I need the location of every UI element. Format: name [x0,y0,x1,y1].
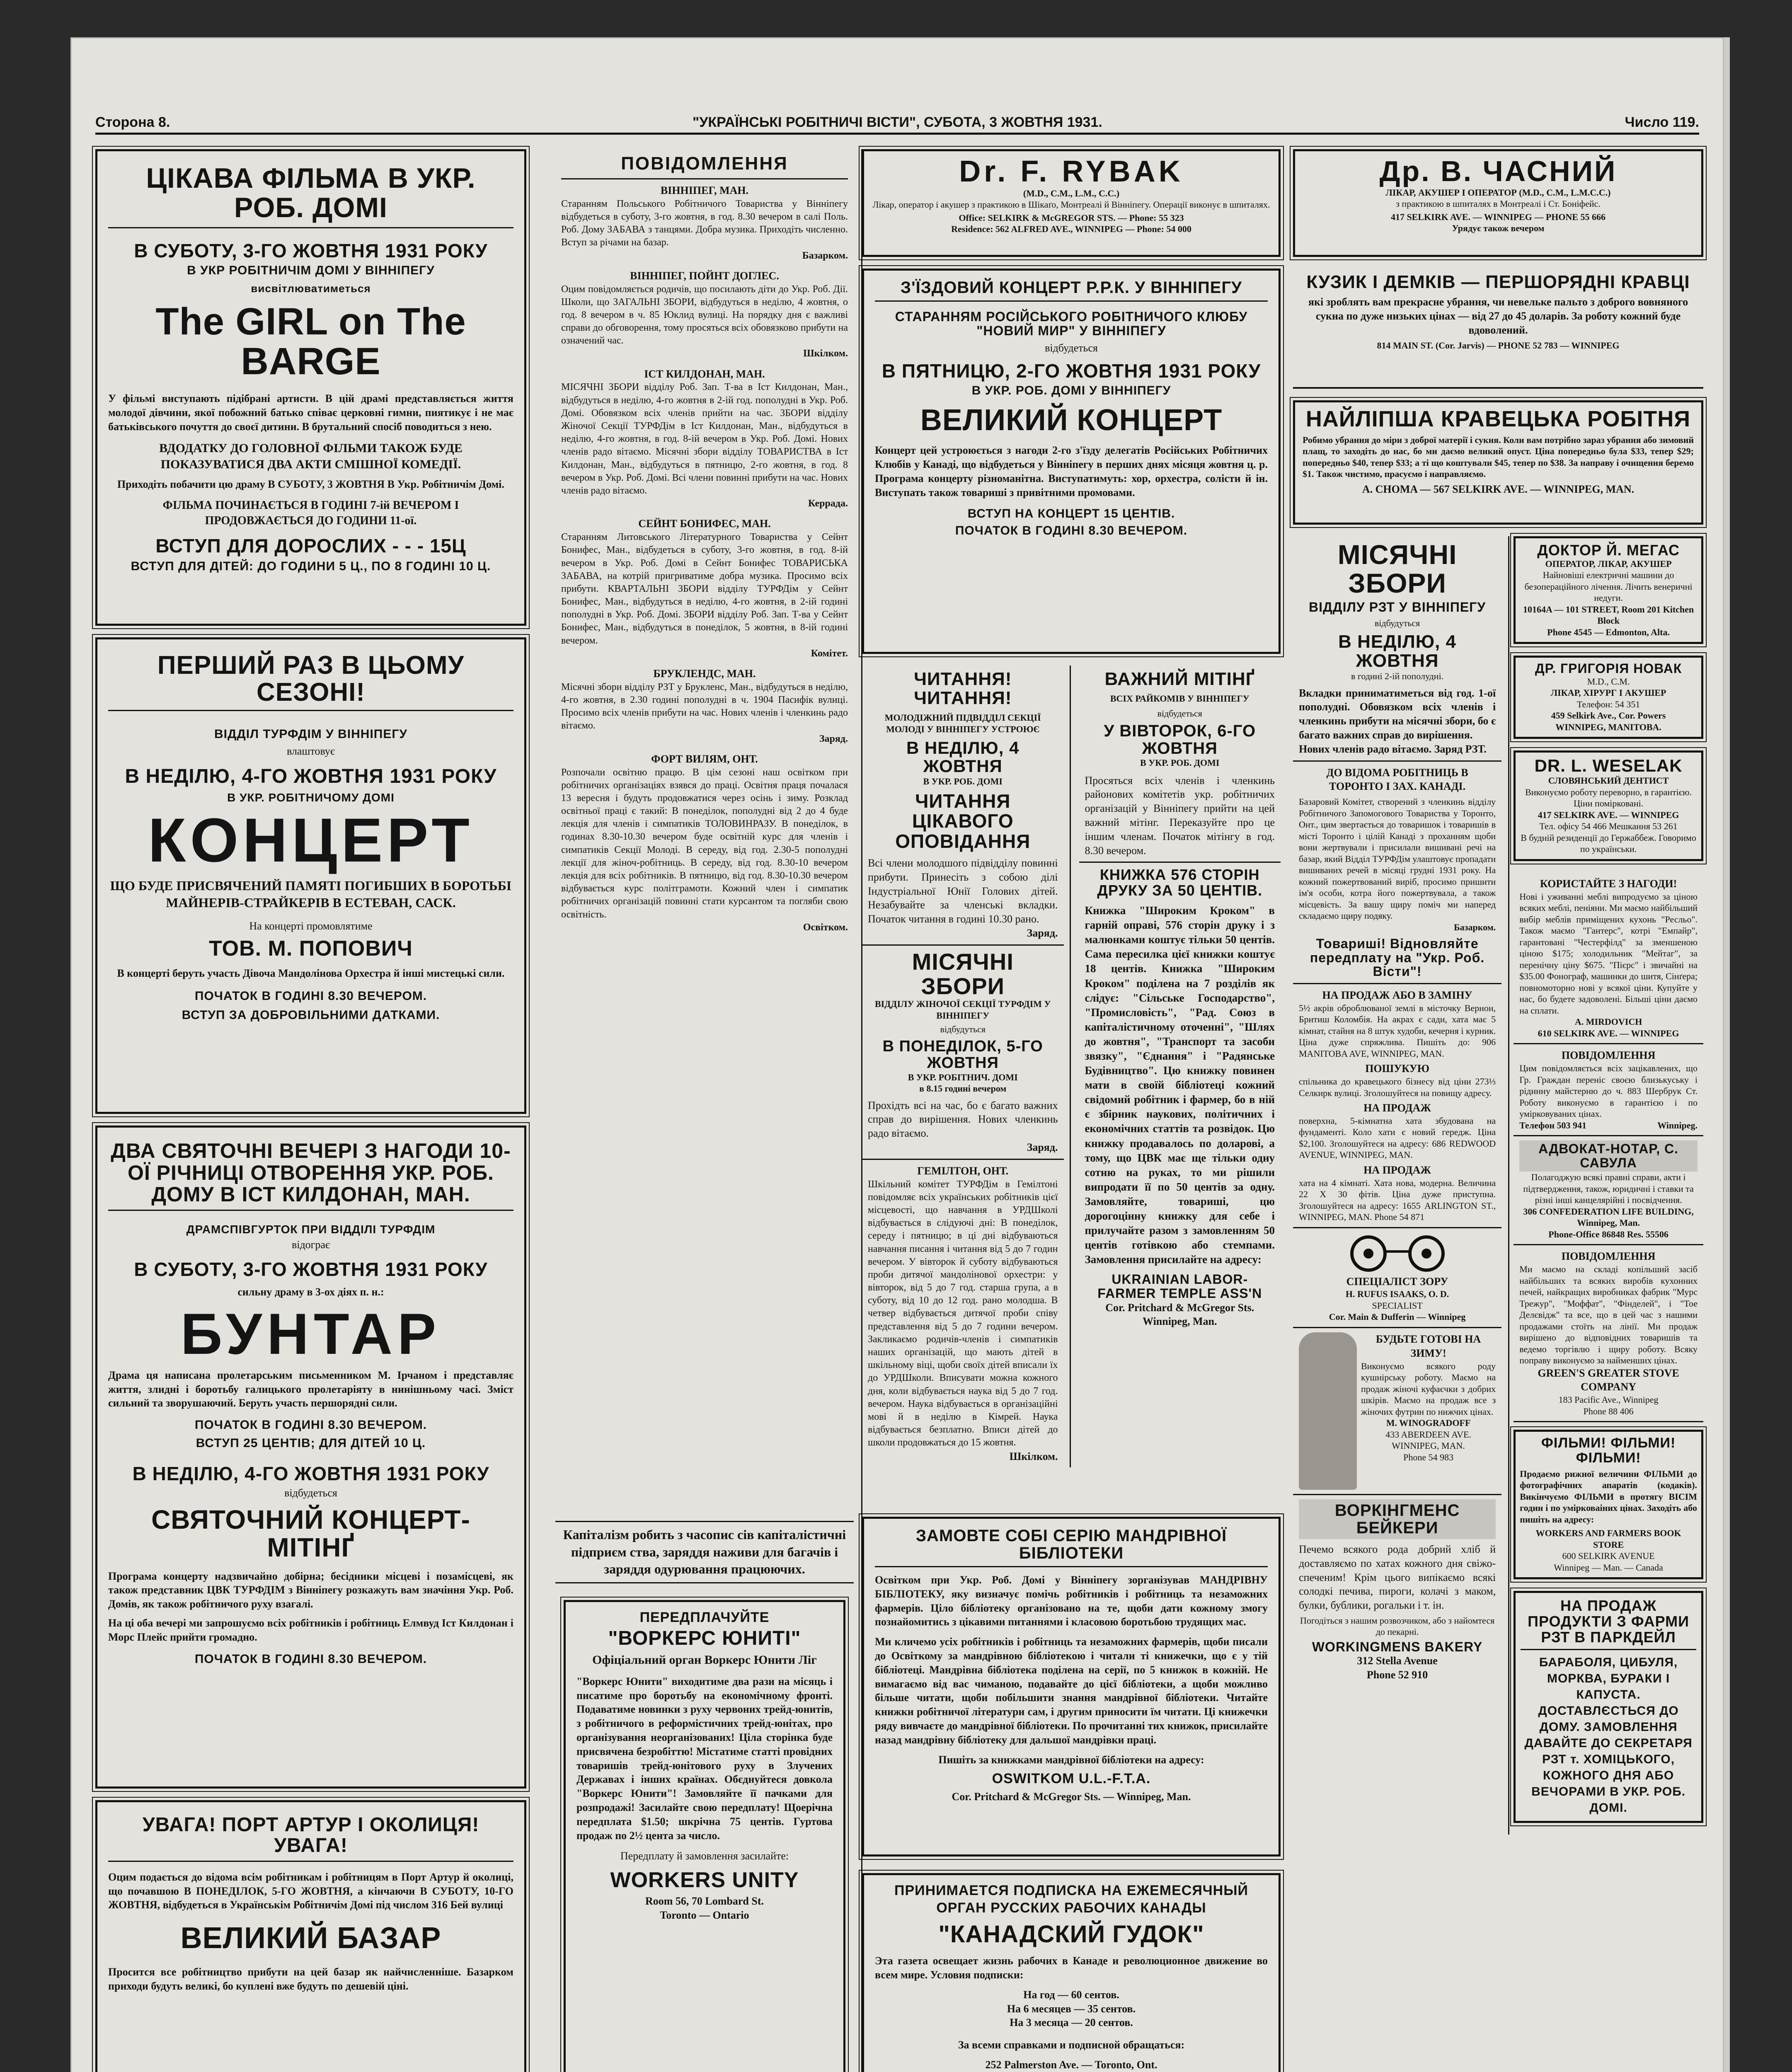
column-3 [862,149,1281,2071]
furniture-heading: КОРИСТАЙТЕ З НАГОДИ! [1540,877,1677,890]
hamilton-heading: ГЕМІЛТОН, ОНТ. [917,1164,1009,1177]
reading-ad [862,666,1064,946]
notice-body: МІСЯЧНІ ЗБОРИ відділу Роб. Зап. Т-ва в Іст Килдонан, Ман., відбудуться в неділю, 4-го жовтня в 2-ій год. пополудні в Укр. Роб. Домі. Обовязком всіх членів прийти на час. ЗБОРИ відділу Жіночої Секції ТУРФДім в Іст Килдонан, Ман., відбудуться в неділю, 4-го жовтня, в год. 8-ій вечером в Укр. Роб. Домі. Нових членів радо вітаємо. Місячні збори відділу ТОВАРИСТВА в Іст Килдонан, Ман., відбудуться в пятницю, 2-го жовтня, в год. 8 вечером в Укр. Роб. Домі. Всі члени повинні прибути на час. Нових членів радо вітаємо. [561,382,848,496]
notices-title: ПОВІДОМЛЕННЯ [621,153,788,174]
wino-addr: 433 ABERDEEN AVE. WINNIPEG, MAN. [1385,1429,1471,1451]
library-p1: Освітком при Укр. Роб. Домі у Вінніпегу зорганізував МАНДРІВНУ БІБЛІОТЕКУ, яку визначує помічь робітників і робітниць та незаможних фармерів. Ціло бібліотеку організовано на те, щоби дати кожному змогу познайомитись з цікавими питаннями і класовою боротьбою трудящих мас. [875,1574,1268,1628]
stove-text: Ми маємо на складі копільший засіб найбільших та всяких виробів кухонних печей, найкращих виробниках фабрик "Мурс Трежур", "Моффат", "Фінделей", і "Тое Делєвідж" та все, що в цей час з нашими продажами стоїть на лінії. Ми продаж вирішено до відповідних товаришів та ведемо торгівлю і щиру роботу. Всяку поправу виконуємо за найменших цінах. [1519,1264,1698,1366]
notice-signature: Шкілком. [803,348,848,359]
wu-sub: Офіціальний орган Воркерс Юнити Ліг [592,1653,817,1667]
women-org: ВІДДІЛУ ЖІНОЧОЇ СЕКЦІЇ ТУРФДІМ У ВІННІПЕГУ [874,999,1051,1021]
important-happens: відбудеться [1157,708,1202,719]
library-p3: Пишіть за книжками мандрівної бібліотеки на адресу: [938,1753,1204,1766]
savula-title: АДВОКАТ-НОТАР, С. САВУЛА [1519,1140,1698,1172]
films-name: WORKERS AND FARMERS BOOK STORE [1535,1528,1681,1550]
rybak-name: Dr. F. RYBAK [959,155,1184,188]
important-text: Просяться всіх членів і членкинь районових комітетів укр. робітничих організацій у Вінніпегу прийти на цей важний мітінг. Переказуйте про це іншим членам. Початок мітінгу в год. 8.30 вечером. [1085,774,1275,857]
wino-text: Виконуємо всякого роду кушнірську роботу. Маємо на продаж жіночі куфаєчки з добрих шкірів. Маємо на продаж все з жіночих футрин по нижчих цінах. [1361,1360,1496,1417]
notices-list [561,184,848,934]
reading-org: МОЛОДІЖНИЙ ПІДВІДДІЛ СЕКЦІЇ МОЛОДІ У ВІННІПЕГУ УСТРОЮЄ [884,712,1041,734]
wu-order: Передплату й замовлення засилайте: [620,1850,789,1862]
megas-phone: Phone 4545 — Edmonton, Alta. [1547,627,1670,637]
rzt-time: в годині 2-ій пополудні. [1351,671,1444,682]
savula-phone: Phone-Office 86848 Res. 55506 [1548,1229,1668,1239]
bazaar-text: Оцим подається до відома всім робітникам і робітницям в Порт Артур й околиці, що почавшою В ПОНЕДІЛОК, 5-ГО ЖОВТНЯ, а кінчаючи В СУБОТУ, 10-ГО ЖОВТНЯ, відбудеться в Українськім Робітничім Домі під числом 316 Бей вулиці [108,1871,513,1911]
column-3-split [862,666,1281,1467]
book-ad [1079,863,1281,1333]
stove-heading: ПОВІДОМЛЕННЯ [1561,1250,1656,1263]
notice-body: Місячні збори відділу РЗТ у Брукленс, Ман., відбудуться в неділю, 4-го жовтня, в 2.30 годині пополудні в ч. 1904 Пасифік вулиці. Просимо всіх членів прибути на час. Нових членів і членкинь радо вітаємо. [561,681,848,731]
running-header [95,112,1699,135]
reading-text: Всі члени молодшого підвідділу повинні прибути. Принесіть з собою ділі Індустріальної Юнії Голових дітей. Незабувайте за членські вкладки. Початок читання в годині 10.30 рано. [868,857,1058,925]
capital-quote [555,1521,854,1583]
rybak-deg: (M.D., C.M., L.M., C.C.) [1023,188,1120,198]
hamilton-notice [862,1160,1064,1468]
weselak-role: СЛОВЯНСЬКИЙ ДЕНТИСТ [1548,775,1669,786]
wu-title: ПЕРЕДПЛАЧУЙТЕ [639,1609,770,1625]
bazaar-title: УВАГА! ПОРТ АРТУР І ОКОЛИЦЯ! УВАГА! [142,1814,479,1857]
concert-big: КОНЦЕРТ [148,805,474,875]
notice-item [561,184,848,262]
women-happens: відбудуться [940,1024,986,1035]
film-name: The GIRL on The BARGE [155,300,466,383]
rybak-res: Residence: 562 ALFRED AVE., WINNIPEG — Phone: 54 000 [951,224,1191,235]
novak-name: ДР. ГРИГОРІЯ НОВАК [1535,661,1682,676]
concert-date: В НЕДІЛЮ, 4-ГО ЖОВТНЯ 1931 РОКУ [125,765,497,788]
page-number: Сторона 8. [95,114,170,130]
reading-title: ЧИТАННЯ! ЧИТАННЯ! [914,669,1012,709]
stove-addr: 183 Pacific Ave., Winnipeg [1558,1394,1659,1405]
gudok-l2: ОРГАН РУССКИХ РАБОЧИХ КАНАДЫ [936,1900,1206,1916]
concert-time: ПОЧАТОК В ГОДИНІ 8.30 ВЕЧЕРОМ. [194,989,427,1003]
film-child-price: ВСТУП ДЛЯ ДІТЕЙ: ДО ГОДИНИ 5 Ц., ПО 8 ГОДИНІ 10 Ц. [131,559,491,574]
holiday-org: ДРАМСПІВГУРТОК ПРИ ВІДДІЛІ ТУРФДІМ [186,1222,436,1236]
stove-name: GREEN'S GREATER STOVE COMPANY [1538,1367,1679,1393]
notice-item [561,667,848,746]
furniture-text: Нові і уживанні меблі випродуємо за ціною всяких меблі, пеніяни. Ми маємо найбільший вибір меблів приміщених кухонь "Ресльо". Також маємо "Гантерс", котрі "Емпайр", гарантовані "Честерфілд" за зменшеною ціною $175; холодильник "Мейтаг", за перенічну ціну $675. "Пієрс" і звичайні на $35.00 Фонограф, машинки до шитя, Сінґера; повномоторно нові у всякої ціни. Купуйте у нас, бо будете задоволені. Більші ціни даємо на сплати. [1519,891,1698,1016]
holiday-time: ПОЧАТОК В ГОДИНІ 8.30 ВЕЧЕРОМ. [194,1418,427,1432]
notice-signature: Комітет. [811,648,848,659]
kuzyk-ad [1293,269,1703,389]
notice-sign: Базарком. [1454,922,1496,932]
holiday-entry: ВСТУП 25 ЦЕНТІВ; ДЛЯ ДІТЕЙ 10 Ц. [196,1436,426,1450]
holiday-call: На ці оба вечері ми запрошуємо всіх робітників і робітниць Елмвуд Іст Килдонан і Морс Плейс прийти громадно. [108,1617,513,1643]
notice-heading: ВІННІПЕГ, ПОЙНТ ДОГЛЕС. [630,269,779,282]
isaaks-ad [1293,1228,1501,1328]
holiday-title: ДВА СВЯТОЧНІ ВЕЧЕРІ З НАГОДИ 10-ОЇ РІЧНИЦІ ОТВОРЕННЯ УКР. РОБ. ДОМУ В ІСТ КИЛДОНАН, МАН. [111,1139,511,1206]
films-city: Winnipeg — Man. — Canada [1554,1562,1663,1573]
rzt-welcome: Нових членів радо вітаємо. Заряд РЗТ. [1299,743,1487,755]
furniture-name: A. MIRDOVICH [1574,1017,1642,1027]
notice-title: ДО ВІДОМА РОБІТНИЦЬ В ТОРОНТО І ЗАХ. КАНАДІ. [1326,766,1468,793]
sale-t1: 5½ акрів оброблюваної землі в місточку Вернон, Бритиш Коломбія. На акрах є сади, хата має 5 кімнат, стайня на 8 штук худоби, кечерня і курник. Ціна дуже спряжлива. Пишіть до: 906 MANITOBA AVE, WINNIPEG, MAN. [1299,1002,1496,1059]
congress-org: СТАРАННЯМ РОСІЙСЬКОГО РОБІТНИЧОГО КЛЮБУ "НОВИЙ МИР" У ВІННІПЕГУ [895,309,1248,338]
library-ad [862,1517,1281,1857]
wino-heading: БУДЬТЕ ГОТОВІ НА ЗИМУ! [1375,1333,1481,1359]
women-title: МІСЯЧНІ ЗБОРИ [912,948,1014,999]
film-place: В УКР РОБІТНИЧІМ ДОМІ У ВІННІПЕГУ [187,264,435,278]
congress-entry: ВСТУП НА КОНЦЕРТ 15 ЦЕНТІВ. [967,506,1175,520]
book-org: UKRAINIAN LABOR-FARMER TEMPLE ASS'N [1097,1272,1262,1301]
bakery-addr: 312 Stella Avenue [1357,1655,1438,1667]
wu-city: Toronto — Ontario [660,1909,749,1921]
issue-number: Число 119. [1625,114,1699,130]
films-text: Продаємо рижної величини ФІЛЬМИ до фотографічних апаратів (кодаків). Викінчуємо ФІЛЬМИ в протягу ВІСІМ годин і по умірковаіних цінах. Заходіть або пишіть на адресу: [1520,1468,1697,1525]
chasnyi-hours: Урядує також вечером [1452,223,1545,233]
chasnyi-ad [1293,149,1703,257]
film-ad [95,149,526,626]
shoe-footer [1519,1120,1698,1131]
notice-item [561,269,848,361]
bakery-name: WORKINGMENS BAKERY [1312,1639,1483,1654]
notice-body: Оцим повідомляється родичів, що посилають діти до Укр. Роб. Дії. Школи, що ЗАГАЛЬНІ ЗБОРИ, відбудуться в неділю, 4 жовтня, о год. 8 вечером в ч. 85 Юклид вулиці. На порядку дня є важливі справи до обговорення, тому просяться всіх обовязково прибути на означений час. [561,283,848,346]
concert-org: ВІДДІЛ ТУРФДІМ У ВІННІПЕГУ [214,727,408,741]
weselak-tel: Тел. офісу 54 466 Мешкання 53 261 [1539,821,1678,832]
concert-entry: ВСТУП ЗА ДОБРОВІЛЬНИМИ ДАТКАМИ. [182,1008,440,1022]
notice-text: Базаровий Комітет, створений з членкинь відділу Робітничого Запомогового Товариства у Торонто, Онт., цим звертається до товаришок і товаришів в місті Торонто і цілій Канаді з проханням щоби вони жертвували і присилали вишивані речі на базар, який Відділ ТУРФДім улаштовує пропадати вишиваних речей в місяці грудні 1931 року. На кожний пожертвований виріб, просимо пришити ім'я особи, котра його пожертвувала, а також місцевість. За вашу щиру поміч ми наперед складаємо щиру подяку. [1299,796,1496,921]
women-meeting-ad [862,946,1064,1160]
women-date: В ПОНЕДІЛОК, 5-ГО ЖОВТНЯ [882,1037,1043,1072]
newspaper-page [70,37,1730,2072]
notice-call: Товариші! Відновляйте передплату на "Укр. Роб. Вісти"! [1310,936,1485,979]
film-extra: ВДОДАТКУ ДО ГОЛОВНОЇ ФІЛЬМИ ТАКОЖ БУДЕ ПОКАЗУВАТИСЯ ДВА АКТИ СМІШНОЇ КОМЕДІЇ. [159,441,463,472]
important-date: У ВІВТОРОК, 6-ГО ЖОВТНЯ [1104,722,1256,758]
important-org: ВСІХ РАЙКОМІВ У ВІННІПЕГУ [1110,693,1250,704]
films-ad [1514,1430,1703,1579]
novak-city: WINNIPEG, MANITOBA. [1555,721,1661,732]
book-city: Winnipeg, Man. [1143,1315,1217,1328]
congress-big: ВЕЛИКИЙ КОНЦЕРТ [920,403,1223,437]
rzt-date: В НЕДІЛЮ, 4 ЖОВТНЯ [1338,631,1457,671]
wu-name: "ВОРКЕРС ЮНИТІ" [608,1627,801,1650]
rzt-happens: відбудуться [1374,618,1420,629]
kuzyk-addr: 814 MAIN ST. (Cor. Jarvis) — PHONE 52 783 — WINNIPEG [1377,340,1620,351]
chasnyi-text: з практикою в шпиталях в Монтреалі і Ст. Боніфейс. [1396,198,1601,209]
library-org: OSWITKOM U.L.-F.T.A. [992,1771,1151,1787]
sale-t2: спільника до кравецького бізнесу від ціни 273⅓ Селкирк вулиці. Зголошуйтеся на повищу адресу. [1299,1076,1496,1098]
megas-name: ДОКТОР Й. МЕГАС [1537,542,1680,559]
notice-signature: Базарком. [802,250,848,261]
gudok-p3: На 3 месяца — 20 сентов. [1010,2016,1133,2029]
sale-t4: хата на 4 кімнаті. Хата нова, модерна. Величина 22 Х 30 фітів. Ціна дуже приступна. Зголошуйтеся на адресу: 1655 ARLINGTON ST., WINNIPEG, MAN. Phone 54 871 [1299,1177,1496,1222]
chasnyi-name: Др. В. ЧАСНИЙ [1379,155,1617,187]
kuzyk-title: КУЗИК І ДЕМКІВ — ПЕРШОРЯДНІ КРАВЦІ [1306,272,1690,292]
isaaks-role: SPECIALIST [1372,1300,1423,1311]
rzt-meeting-ad [1293,536,1501,762]
holiday-time-2: ПОЧАТОК В ГОДИНІ 8.30 ВЕЧЕРОМ. [194,1652,427,1666]
women-place: В УКР. РОБІТНИЧ. ДОМІ [908,1072,1018,1082]
films-addr: 600 SELKIRK AVENUE [1562,1551,1655,1561]
hamilton-sign: Шкілком. [1009,1450,1058,1462]
sale-notices [1293,984,1501,1228]
wu-addr: Room 56, 70 Lombard St. [645,1895,764,1907]
tailor-addr: A. CHOMA — 567 SELKIRK AVE. — WINNIPEG, MAN. [1362,483,1635,495]
shoe-text: Цим повідомляється всіх зацікавлених, що Гр. Граждан переніс своєю близькуську і рідинну майстерню до ч. 883 Шербрук Ст. Роботу виконуємо в гарантією і по умірковуваних цінах. [1519,1063,1698,1119]
reading-place: В УКР. РОБ. ДОМІ [923,776,1003,787]
savula-text: Полагоджую всякі правні справи, акти і підтвердження, також, юридичні і ставки та різні інші канцелярійні і посвідчення. [1523,1172,1694,1205]
novak-tel: Телефон: 54 351 [1576,699,1640,709]
gudok-l1: ПРИНИМАЕТСЯ ПОДПИСКА НА ЕЖЕМЕСЯЧНЫЙ [894,1883,1248,1898]
stove-phone: Phone 88 406 [1583,1406,1634,1416]
bakery-call: Погодіться з нашим розвозчиком, або з найомтеся до пекарні. [1300,1615,1495,1637]
column-1 [95,149,526,2072]
bazaar-notice [1293,762,1501,984]
weselak-name: DR. L. WESELAK [1534,756,1683,776]
column-4a [1293,536,1501,1835]
notice-body: Старанням Польського Робітничого Товариства у Вінніпегу відбудеться в суботу, 3-го жовтня, в год. 8.30 вечером в салі Поль. Роб. Дому ЗАБАВА з танцями. Добра музика. Приходіть численно. Вступ за річами на базар. [561,198,848,248]
tailor-title: НАЙЛІПША КРАВЕЦЬКА РОБІТНЯ [1305,407,1691,431]
chasnyi-addr: 417 SELKIRK AVE. — WINNIPEG — PHONE 55 666 [1390,211,1606,222]
holiday-big-2: СВЯТОЧНИЙ КОНЦЕРТ-МІТІНҐ [151,1505,470,1563]
gudok-ad [862,1873,1281,2072]
reading-big: ЧИТАННЯ ЦІКАВОГО ОПОВІДАННЯ [895,790,1031,852]
shoe-city: Winnipeg. [1657,1120,1698,1130]
hamilton-text: Шкільний комітет ТУРФДім в Гемілтоні повідомляє всіх українських робітників цієї місцевості, що навчання в УРДШколі відбувається в слідуючі дні: В понеділок, середу і пятницю; в ці дні відбуваються навчання писання і читання від 5 до 7 годин вечером. У вівторок й суботу відбуваються проби дитячої мандолінової орхестри: у вівторок, від 5 до 7 год. старша група, а в суботу, від 10 до 12 год. рано молодша. В четвер відбувається дитячої проби співу представлення від 5 до 7 години вечером. Закликаємо родичів-членів і симпатиків наших організацій, що мають дітей в шкільному віці, щоби своїх дітей вписали їх до УРДШколи. Вписувати можна кожного дня, коли відбувається наука від 5 до 7 год. вечером. Наука відбувається в організаційні мові й в неділю в Кімрей. Наука відбувається безплатно. Вписи дітей до школи продовжаться до 15 жовтня. [868,1179,1058,1448]
weselak-addr: 417 SELKIRK AVE. — WINNIPEG [1538,809,1679,820]
shoe-heading: ПОВІДОМЛЕННЯ [1561,1049,1656,1062]
sale-h1: НА ПРОДАЖ АБО В ЗАМІНУ [1322,989,1472,1001]
isaaks-title: СПЕЦІАЛІСТ ЗОРУ [1346,1275,1448,1288]
gudok-p1: На год — 60 сентов. [1023,1988,1119,2001]
concert-desc: ЩО БУДЕ ПРИСВЯЧЕНИЙ ПАМЯТІ ПОГИБШИХ В БОРОТЬБІ МАЙНЕРІВ-СТРАЙКЕРІВ В ЕСТЕВАН, САСК. [110,878,512,910]
column-4 [1293,149,1703,1835]
novak-deg: M.D., C.M. [1587,676,1630,687]
notice-heading: БРУКЛЕНДС, МАН. [653,668,756,680]
notice-body: Старанням Литовського Літературного Товариства у Сейнт Бонифес, Ман., відбудеться в суботу, 3-го жовтня, в год. 8-ій вечером в Укр. Роб. Домі в Сейнт Бонифес ТОВАРИСЬКА ЗАБАВА, на котрій пригриватиме добра музика. Просимо всіх прибути. КВАРТАЛЬНІ ЗБОРИ відділу ТУРФДім у Сейнт Бонифес, Ман., відбудуться в неділю, 4-го жовтня, в 2-ій годині пополудні в Укр. Роб. Домі. ЗБОРИ відділу Роб. Зап. Т-ва у Сейнт Бонифес, Ман., відбудуться в понеділок, 5 жовтня, в 8-ій годині вечером. [561,532,848,646]
reading-date: В НЕДІЛЮ, 4 ЖОВТНЯ [906,738,1020,776]
library-p2: Ми кличемо усіх робітників і робітниць та незаможних фармерів, щоби писали до Освіткому за мандрівною бібліотекою і читали ті книжечки, що є у тій бібліотеці. Мандрівна бібліотека поділена на серії, по 5 книжок в кожній. Не вимагаємо від вас чиманою, подавайте до цієї бібліотеки, а щоби можливо більше читати, щоби побільшити знання мандрівної бібліотеки. Читайте книжки робітничої літератури сам, і другим приносити їм читати. Ці книжечки ряду вивчаєте до мандрівної бібліотеки. По прочитанні тих книжок, присилайте назад мандрівну бібліотеку для дальшої мандрівки праці. [875,1636,1268,1746]
stove-notice [1514,1245,1703,1422]
notice-heading: ФОРТ ВИЛЯМ, ОНТ. [651,753,758,765]
film-date: В СУБОТУ, 3-ГО ЖОВТНЯ 1931 РОКУ [134,240,488,261]
gudok-name: "КАНАДСКИЙ ГУДОК" [938,1921,1204,1948]
notice-body: Розпочали освітню працю. В цім сезоні наш освітком при робітничих організаціях взявся до праці. Освітня праця почалася 13 вересня і будуть продовжатися через осінь і зиму. Розклад освітньої праці є такий: В понеділок, пополудні від 2 до 4 буде лекція для членів і симпатиків ТОЛОВИНРАЗУ. В понеділок, в годинах 8.30-10.30 вечером буде освітній курс для членів і симпатиків Секції Молоді. В середу, від год. 2.30-5 пополудні лекції для жіноч-робітниць. В середу, від год. 8.30-10 вечером лекція для всіх робітників. В пятницю, від год. 8.30-10.30 вечером відбувається курс політграмоти. Кожний член і симпатик робітничих організацій повинні стати курсантом та погляби свою освітність. [561,767,848,920]
rzt-title: МІСЯЧНІ ЗБОРИ [1337,539,1457,599]
bakery-phone: Phone 52 910 [1366,1669,1428,1681]
bazaar-big: ВЕЛИКИЙ БАЗАР [180,1922,441,1955]
notice-heading: ІСТ КИЛДОНАН, МАН. [644,368,765,380]
congress-date: В ПЯТНИЦЮ, 2-ГО ЖОВТНЯ 1931 РОКУ [881,360,1261,382]
concert-ad [95,637,526,1114]
workers-unity-ad [564,1600,845,2072]
megas-role: ОПЕРАТОР, ЛІКАР, АКУШЕР [1545,558,1672,569]
farm-produce-ad [1514,1591,1703,1823]
rzt-org: ВІДДІЛУ РЗТ У ВІННІПЕГУ [1308,599,1486,615]
gudok-p2: На 6 месяцев — 35 сентов. [1007,2002,1136,2015]
film-text: У фільмі виступають підібрані артисти. В цій драмі представляється життя молодої дівчини, якої побожний батько співає церковні гимни, пиятикує і не має батьківського почуття до своєї дитини. В брутальний спосіб поводиться з нею. [108,392,513,433]
women-text: Прохідть всі на час, бо є багато важних справ до вирішення. Нових членкинь радо вітаємо. [868,1099,1058,1140]
masthead-line: "УКРАЇНСЬКІ РОБІТНИЧІ ВІСТИ", СУБОТА, 3 ЖОВТНЯ 1931. [693,114,1102,130]
notice-signature: Заряд. [819,733,848,744]
notices [555,149,854,1517]
shoe-notice [1514,1044,1703,1136]
book-addr: Cor. Pritchard & McGregor Sts. [1105,1301,1254,1314]
column-3b [1079,666,1281,1467]
chasnyi-role: ЛІКАР, АКУШЕР І ОПЕРАТОР (M.D., C.M., L.M.C.C.) [1385,187,1611,198]
farm-title: НА ПРОДАЖ ПРОДУКТИ З ФАРМИ РЗТ В ПАРКДЕЙЛ [1528,1597,1690,1646]
rybak-ad [862,149,1281,257]
column-3a [862,666,1071,1467]
concert-speaker: ТОВ. М. ПОПОВИЧ [209,936,413,961]
congress-time: ПОЧАТОК В ГОДИНІ 8.30 ВЕЧЕРОМ. [955,524,1188,538]
megas-ad [1514,536,1703,644]
films-title: ФІЛЬМИ! ФІЛЬМИ! ФІЛЬМИ! [1541,1435,1676,1466]
women-time: в 8.15 годині вечером [919,1083,1007,1094]
important-meeting-ad [1079,666,1281,863]
congress-happens: відбудеться [1045,342,1098,354]
farm-text: БАРАБОЛЯ, ЦИБУЛЯ, МОРКВА, БУРАКИ І КАПУСТА. ДОСТАВЛЄСТЬСЯ ДО ДОМУ. ЗАМОВЛЕННЯ ДАВАЙТЕ ДО СЕКРЕТАРЯ РЗТ т. ХОМІЦЬКОГО, КОЖНОГО ДНЯ АБО ВЕЧОРАМИ В УКР. РОБ. ДОМІ. [1524,1656,1693,1815]
gudok-addr: 252 Palmerston Ave. — Toronto, Ont. [985,2059,1158,2071]
bazaar-ad [95,1800,526,2072]
tailor-text: Робимо убрання до міри з доброї матерії і сукня. Коли вам потрібно зараз убрання або зимовий плащ, то заходіть до нас, бо ми даємо великий опуст. Ціна попередньо була $33, тепер $29; попередньо $40, тепер $33; а ті що коштували $45, тепер по $38. За направу і очищення беремо $1. Також чистимо, прасуємо і направляємо. [1303,434,1694,479]
film-ad-title: ЦІКАВА ФІЛЬМА В УКР. РОБ. ДОМІ [146,162,476,224]
notice-heading: ВІННІПЕГ, МАН. [660,184,749,196]
wino-name: M. WINOGRADOFF [1386,1418,1471,1428]
furrier-ad [1293,1328,1501,1495]
rzt-text: Вкладки приниматиметься від год. 1-ої пополудні. Обовязком всіх членів і членкинь прибути на місячні збори, бо є багато важних справ до вирішення. [1299,687,1496,741]
bakery-text: Печемо всякого рода добрий хліб й доставляємо по хатах кожного дня свіжо-спеченим! Крім цього випікаємо всякі солодкі печива, пироги, колачі з маком, булки, бублики, рогальки і т. ін. [1299,1543,1496,1612]
column-2 [555,149,862,2072]
holiday-sub: сильну драму в 3-ох діях п. н.: [237,1285,384,1298]
gudok-text: Эта газета освещает жизнь рабочих в Канаде и революционное движение во всем мире. Условия подписки: [875,1955,1268,1981]
notice-item [561,367,848,511]
bazaar-bottom: Просится все робітництво прибути на цей базар як найчисленніше. Базарком приходи будуть великі, бо куплені вже будуть по дешевій ціні. [108,1965,513,1992]
congress-title: З'ЇЗДОВИЙ КОНЦЕРТ Р.Р.К. У ВІННІПЕГУ [901,278,1242,297]
concert-part: В концерті беруть участь Дівоча Мандолінова Орхестра й інші мистецькі сили. [117,967,505,980]
savula-ad [1514,1136,1703,1245]
column-4-split [1293,536,1703,1835]
film-invite: Приходіть побачити цю драму В СУБОТУ, 3 ЖОВТНЯ В Укр. Робітничім Домі. [117,478,505,491]
isaaks-addr: Cor. Main & Dufferin — Winnipeg [1329,1312,1466,1322]
film-time: ФІЛЬМА ПОЧИНАЄТЬСЯ В ГОДИНІ 7-ій ВЕЧЕРОМ І ПРОДОВЖАЄТЬСЯ ДО ГОДИНИ 11-ої. [162,499,459,527]
notice-signature: Керрада. [808,498,848,509]
fur-coat-illustration [1299,1332,1357,1490]
holiday-happens: відбудеться [284,1487,337,1499]
congress-concert-ad [862,269,1281,654]
bakery-title: ВОРКІНГМЕНС БЕЙКЕРИ [1299,1499,1496,1539]
savula-addr: 306 CONFEDERATION LIFE BUILDING, Winnipeg, Man. [1523,1206,1694,1228]
film-shown: висвітлюватиметься [251,282,371,295]
notice-item [561,752,848,934]
gudok-ask: За всеми справками и подписной обращаться: [958,2039,1185,2051]
megas-text: Найновіші електричні машини до безопераційного лічення. Лічить венеричні недуги. [1524,570,1693,603]
library-title: ЗАМОВТЕ СОБІ СЕРІЮ МАНДРІВНОЇ БІБЛІОТЕКИ [916,1527,1227,1562]
bakery-ad [1293,1495,1501,1686]
holiday-desc: Драма ця написана пролетарським письменником М. Ірчаном і представляє життя, злидні і боротьбу галицького пролетаріяту в нинішньому часі. Зміст сильний та зворушаючий. Беруть участь першорядні сили. [108,1369,513,1409]
notice-item [561,517,848,660]
novak-ad [1514,656,1703,739]
furniture-ad [1514,873,1703,1044]
reading-sign: Заряд. [1027,927,1058,939]
wino-phone: Phone 54 983 [1403,1452,1454,1462]
sale-h3: НА ПРОДАЖ [1363,1102,1431,1114]
holiday-arr: відограє [291,1238,330,1251]
column-4b [1508,536,1703,1835]
shoe-tel: Телефон 503 941 [1519,1120,1587,1130]
isaaks-name: H. RUFUS ISAAKS, O. D. [1345,1289,1449,1300]
tailor-ad [1293,400,1703,525]
congress-text: Концерт цей устроюється з нагоди 2-го з'їзду делегатів Російських Робітничих Клюбів у Канаді, що відбудеться у Вінніпегу в перших днях місяця жовтня ц. р. Програма концерту різноманітна. Виступатимуть: хор, орхестра, солісти й ін. Виступать також товариші з привітними промовами. [875,444,1268,499]
rybak-text: Лікар, оператор і акушер з практикою в Шікаґо, Монтреалі й Вінніпегу. Операції виконує в шпиталях. [872,199,1270,210]
kuzyk-text: які зроблять вам прекрасне убрання, чи невельке пальто з доброго вовняного сукна по дуже низьких цінах — від 27 до 45 доларів. За роботу кожний буде вдоволений. [1308,296,1688,336]
book-title: КНИЖКА 576 СТОРІН ДРУКУ ЗА 50 ЦЕНТІВ. [1097,866,1263,899]
concert-speaker-label: На концерті промовлятиме [249,920,373,932]
novak-addr: 459 Selkirk Ave., Cor. Powers [1551,710,1666,721]
important-title: ВАЖНИЙ МІТІНҐ [1104,669,1255,689]
capital-quote-text: Капіталізм робить з часопис сів капіталістичні підприєм ства, заряддя наживи для багачів і заряддя одурювання працюючих. [563,1527,846,1577]
wu-text: "Воркерс Юнити" виходитиме два рази на місяць і писатиме про боротьбу на економічному фронті. Подаватиме новинки з руху червоних трейд-юнитів, з робітничого в реформістичних трейд-юнітах, про організування неорганізованих! Ціла сторінка буде присвячена безробіттю! Містатиме статті провідних товаришів трейд-юнітового руху в Злучених Державах і інших країнах. Обєднуйтеся довкола "Воркерс Юнити"! Замовляйте її пачками для розпродажі! Засилайте свою передплату! Щоерічна передплата $1.50; шкрічна 75 центів. Гуртова продаж по 2½ цента за число. [576,1675,833,1842]
film-adult-price: ВСТУП ДЛЯ ДОРОСЛИХ - - - 15Ц [155,535,466,557]
concert-place: В УКР. РОБІТНИЧОМУ ДОМІ [227,791,395,804]
holiday-big: БУНТАР [180,1301,441,1366]
book-text: Книжка "Широким Кроком" в гарній оправі, 576 сторін друку і з малюнками коштує тільки 50 центів. Сама пересилка цієї книжки коштує 18 центів. Книжка "Широким Кроком" поділена на 7 розділів як слідує: "Сільське Господарство", "Промисловість", "Рад. Союз в капіталістичному оточенні", "Шлях до жовтня", "Транспорт та засоби звязку", "Єднання" і "Радянське Будівництво". Цю книжку повинен мати в своїй бібліотеці кожний свідомий робітник і фармер, бо в ній є збірник наукових, політичних і економічних статтів та розвідок. Цю книжку продавалось по доларові, а тому, що ЦВК має ще тільки одну сотню на руках, то ми рішили випродати її по 50 центів за одну. Замовляйте, товариші, цю дорогоцінну книжку для себе і прилучайте разом з замовленням 50 центів готівкою або стемпами. Замовлення присилайте на адресу: [1085,904,1275,1266]
wu-pub: WORKERS UNITY [610,1868,799,1893]
weselak-text: Виконуємо роботу переворно, в гарантією. Ціни помірковані. [1525,787,1692,809]
eyeglasses-icon [1335,1235,1460,1272]
rybak-office: Office: SELKIRK & McGREGOR STS. — Phone: 55 323 [959,212,1184,223]
holiday-desc-2: Програма концерту надзвичайно добірна; бесідники місцеві і позамісцеві, як також представник ЦВК ТУРФДІМ з Вінніпегу розкажуть вам значіння Укр. Роб. Домів, як також робітничого руху взагалі. [108,1570,513,1610]
megas-addr: 10164A — 101 STREET, Room 201 Kitchen Block [1523,604,1694,626]
important-place: В УКР. РОБ. ДОМІ [1140,758,1220,768]
notice-heading: СЕЙНТ БОНИФЕС, МАН. [638,518,771,530]
furniture-addr: 610 SELKIRK AVE. — WINNIPEG [1538,1028,1679,1038]
sale-t3: поверхна, 5-кімнатна хата збудована на фундаменті. Коло хати є новий гередж. Ціна $2,100. Зголошуйтеся на адресу: 686 REDWOOD AVENUE, WINNIPEG, MAN. [1299,1115,1496,1160]
congress-place: В УКР. РОБ. ДОМІ У ВІННІПЕГУ [971,384,1171,398]
holiday-date: В СУБОТУ, 3-ГО ЖОВТНЯ 1931 РОКУ [134,1258,488,1280]
sale-h2: ПОШУКУЮ [1365,1063,1429,1075]
holiday-date-2: В НЕДІЛЮ, 4-ГО ЖОВТНЯ 1931 РОКУ [132,1463,489,1485]
novak-role: ЛІКАР, ХІРУРГ І АКУШЕР [1550,687,1666,698]
concert-arr: влаштовує [286,745,335,757]
notice-signature: Освітком. [803,922,848,933]
concert-ad-title: ПЕРШИЙ РАЗ В ЦЬОМУ СЕЗОНІ! [157,651,465,707]
women-sign: Заряд. [1027,1141,1058,1153]
sale-h4: НА ПРОДАЖ [1363,1164,1431,1176]
library-addr: Cor. Pritchard & McGregor Sts. — Winnipeg, Man. [952,1791,1191,1803]
weselak-text2: В будній резиденції до Гержаббеж. Говоримо по українськи. [1521,832,1696,854]
holiday-ad [95,1126,526,1789]
weselak-ad [1514,750,1703,861]
